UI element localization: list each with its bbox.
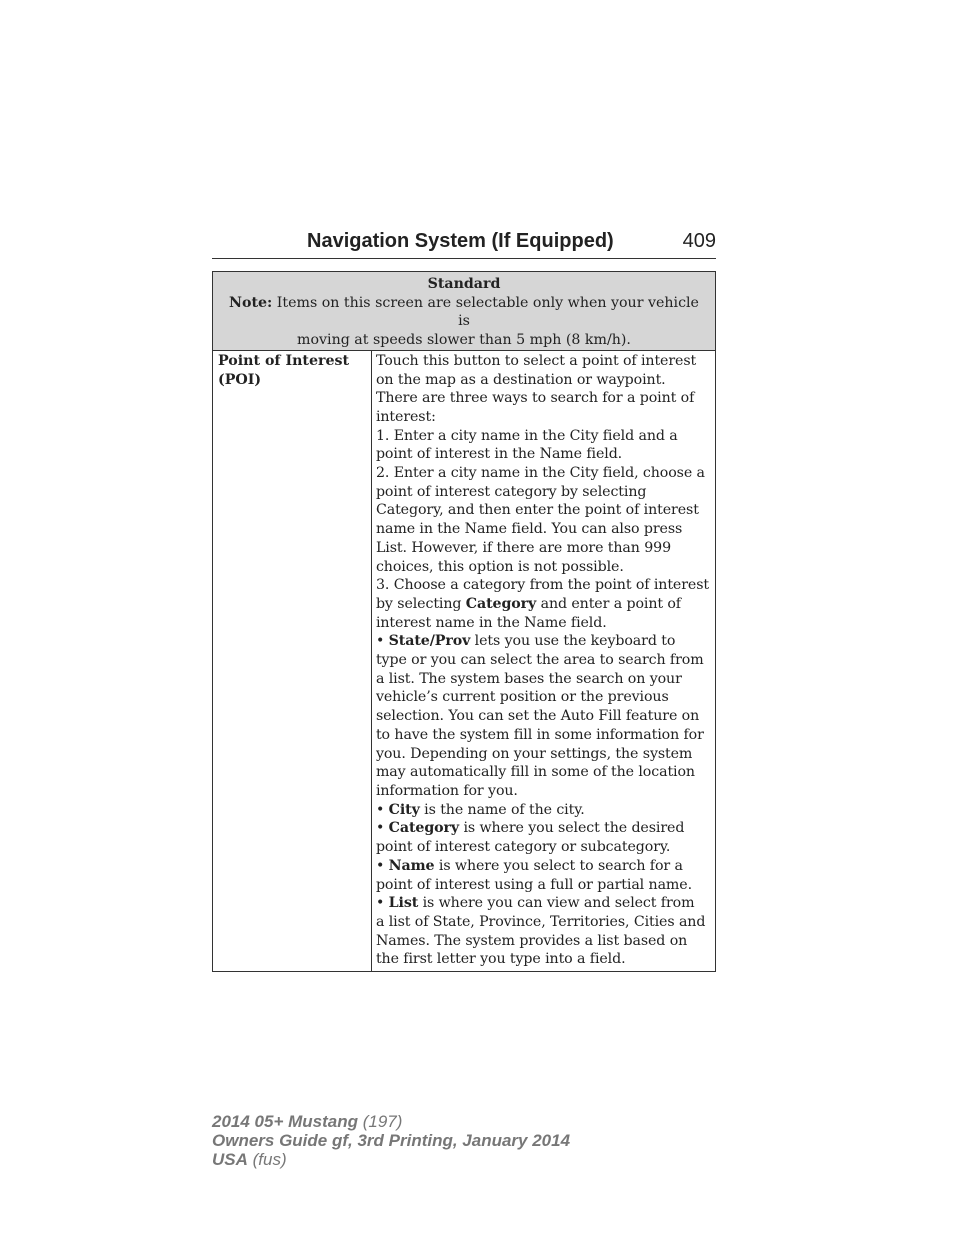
- note-text-1: Items on this screen are selectable only when your vehicle is: [276, 294, 699, 330]
- bullet-icon: •: [375, 801, 385, 818]
- state-prov-bullet: [376, 632, 709, 651]
- note-line-2: moving at speeds slower than 5 mph (8 km/h).: [297, 332, 631, 349]
- text-line: the first letter you type into a field.: [375, 951, 626, 968]
- page-number: 409: [682, 230, 716, 252]
- text-line: vehicle’s current position or the previous: [375, 689, 669, 706]
- note-label: Note:: [229, 294, 273, 311]
- text-line: name in the Name field. You can also press: [375, 521, 683, 538]
- poi-table: [212, 271, 716, 972]
- text-run: lets you use the keyboard to: [470, 633, 676, 650]
- page-header: [212, 228, 716, 259]
- note-line-1: [221, 294, 707, 331]
- text-line: 3. Choose a category from the point of interest: [375, 577, 709, 594]
- text-line: 2. Enter a city name in the City field, choose a: [375, 465, 705, 482]
- text-run: is where you select the desired: [459, 820, 685, 837]
- table-header-row: [213, 272, 716, 351]
- row-description-cell: [371, 350, 715, 971]
- text-line: point of interest category or subcategory.: [375, 839, 671, 856]
- row-label-line-2: (POI): [218, 371, 262, 388]
- page-footer: [212, 1112, 570, 1169]
- text-run: is where you select to search for a: [434, 857, 683, 874]
- text-line: Touch this button to select a point of interest: [375, 352, 697, 369]
- footer-model: 2014 05+ Mustang: [212, 1112, 358, 1131]
- text-line: information for you.: [375, 782, 518, 799]
- text-line: There are three ways to search for a point of: [375, 390, 695, 407]
- step3-line-2: [376, 595, 709, 614]
- list-term: List: [388, 895, 419, 912]
- text-line: Names. The system provides a list based on: [375, 932, 688, 949]
- footer-market-code: (fus): [247, 1150, 287, 1169]
- bullet-icon: •: [375, 857, 385, 874]
- text-run: is where you can view and select from: [418, 895, 695, 912]
- text-line: type or you can select the area to search from: [375, 652, 704, 669]
- text-line: point of interest in the Name field.: [375, 446, 623, 463]
- table-row: [213, 350, 716, 971]
- section-title: Navigation System (If Equipped): [307, 230, 614, 252]
- bullet-icon: •: [375, 820, 385, 837]
- name-term: Name: [388, 857, 435, 874]
- text-line: interest:: [375, 408, 436, 425]
- footer-line-3: [212, 1150, 570, 1169]
- list-bullet: [376, 894, 709, 913]
- footer-line-1: [212, 1112, 570, 1131]
- bullet-icon: •: [375, 633, 385, 650]
- state-prov-term: State/Prov: [388, 633, 471, 650]
- text-line: Category, and then enter the point of interest: [375, 502, 699, 519]
- text-line: a list. The system bases the search on your: [375, 670, 682, 687]
- footer-code: (197): [358, 1112, 403, 1131]
- footer-market: USA: [212, 1150, 248, 1169]
- text-line: choices, this option is not possible.: [375, 558, 624, 575]
- bullet-icon: •: [375, 895, 385, 912]
- city-term: City: [388, 801, 420, 818]
- category-bullet: [376, 819, 709, 838]
- row-label-cell: [213, 350, 372, 971]
- text-line: selection. You can set the Auto Fill feature on: [375, 708, 700, 725]
- text-run: and enter a point of: [536, 595, 681, 612]
- text-line: on the map as a destination or waypoint.: [375, 371, 666, 388]
- category-term: Category: [388, 820, 460, 837]
- step3-line-3: interest name in the Name field.: [375, 614, 607, 631]
- table-heading: Standard: [427, 276, 501, 292]
- text-line: may automatically fill in some of the location: [375, 764, 695, 781]
- text-run: is the name of the city.: [419, 801, 585, 818]
- text-line: point of interest category by selecting: [375, 483, 647, 500]
- name-bullet: [376, 857, 709, 876]
- table-header-cell: [213, 272, 716, 351]
- text-line: 1. Enter a city name in the City field and a: [375, 427, 678, 444]
- footer-line-2: Owners Guide gf, 3rd Printing, January 2014: [212, 1131, 571, 1150]
- text-line: you. Depending on your settings, the system: [375, 745, 693, 762]
- text-line: List. However, if there are more than 999: [375, 539, 671, 556]
- text-line: to have the system fill in some information for: [375, 726, 704, 743]
- text-run: by selecting: [375, 595, 466, 612]
- text-line: a list of State, Province, Territories, Cities and: [375, 913, 706, 930]
- category-term: Category: [465, 595, 537, 612]
- text-line: point of interest using a full or partial name.: [375, 876, 692, 893]
- city-bullet: [376, 801, 709, 820]
- row-label-line-1: Point of Interest: [218, 352, 350, 369]
